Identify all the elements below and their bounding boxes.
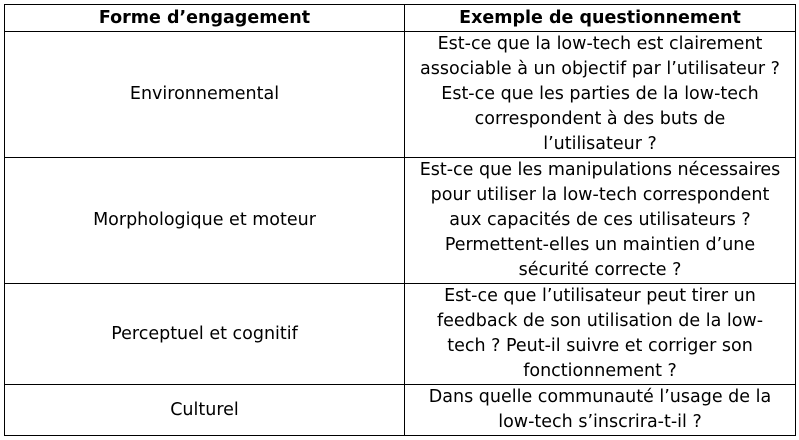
- engagement-table: [4, 4, 796, 436]
- table-row: [5, 385, 796, 436]
- question-line: sécurité correcte ?: [518, 260, 682, 280]
- question-line: low-tech s’inscrira-t-il ?: [498, 412, 702, 432]
- question-line: aux capacités de ces utilisateurs ?: [449, 210, 751, 230]
- question-line: l’utilisateur ?: [543, 134, 657, 154]
- question-line: Permettent-elles un maintien d’une: [444, 235, 756, 255]
- question-cell: [405, 32, 796, 158]
- table-row: [5, 32, 796, 158]
- question-line: tech ? Peut-il suivre et corriger son: [447, 336, 753, 356]
- forme-cell: Environnemental: [5, 32, 405, 158]
- question-cell: [405, 385, 796, 436]
- header-forme: Forme d’engagement: [5, 5, 405, 32]
- table-container: [4, 4, 796, 436]
- forme-cell: Morphologique et moteur: [5, 158, 405, 284]
- question-cell: [405, 158, 796, 284]
- header-row: [5, 5, 796, 32]
- question-line: feedback de son utilisation de la low-: [436, 311, 764, 331]
- question-line: Dans quelle communauté l’usage de la: [428, 387, 772, 407]
- question-line: correspondent à des buts de: [474, 109, 726, 129]
- question-line: pour utiliser la low-tech correspondent: [430, 185, 770, 205]
- question-line: Est-ce que la low-tech est clairement: [437, 34, 763, 54]
- forme-cell: Culturel: [5, 385, 405, 436]
- header-questionnement: Exemple de questionnement: [405, 5, 796, 32]
- question-line: associable à un objectif par l’utilisateur ?: [420, 59, 780, 79]
- table-row: [5, 284, 796, 385]
- question-line: Est-ce que les parties de la low-tech: [441, 84, 759, 104]
- table-row: [5, 158, 796, 284]
- forme-cell: Perceptuel et cognitif: [5, 284, 405, 385]
- question-line: Est-ce que l’utilisateur peut tirer un: [444, 286, 756, 306]
- question-cell: [405, 284, 796, 385]
- question-line: Est-ce que les manipulations nécessaires: [419, 160, 781, 180]
- question-line: fonctionnement ?: [523, 361, 677, 381]
